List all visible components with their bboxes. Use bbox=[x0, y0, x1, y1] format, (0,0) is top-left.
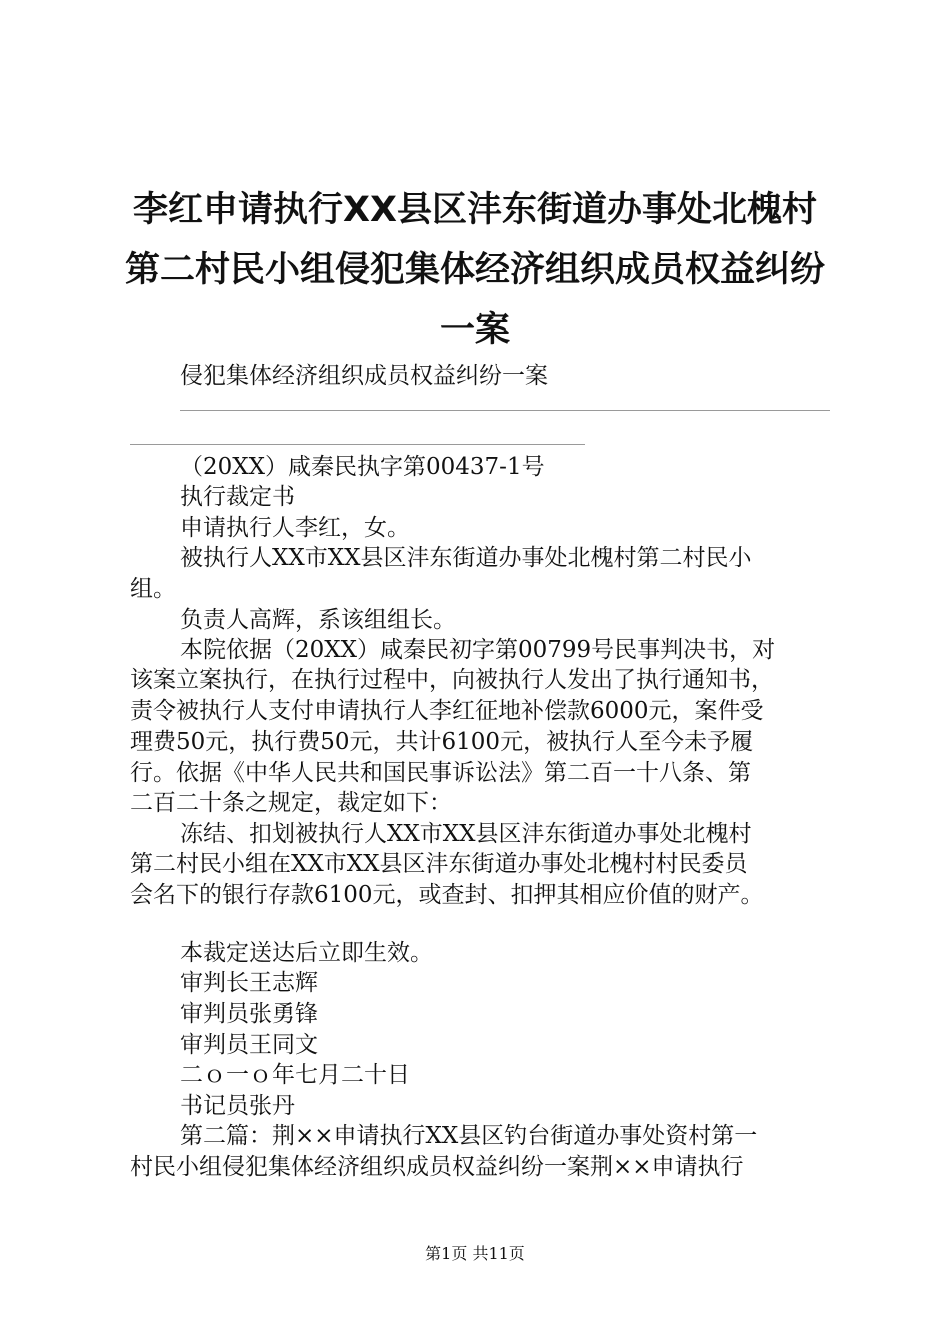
ruling-line-3: 会名下的银行存款6100元，或查封、扣押其相应价值的财产。 bbox=[130, 882, 764, 908]
ruling-date: 二ｏ一ｏ年七月二十日 bbox=[180, 1062, 410, 1088]
judge-1: 审判员张勇锋 bbox=[180, 1001, 318, 1027]
page-number: 第1页 共11页 bbox=[425, 1244, 525, 1263]
ruling-line-1: 冻结、扣划被执行人XX市XX县区沣东街道办事处北槐村 bbox=[180, 821, 752, 847]
effective-statement: 本裁定送达后立即生效。 bbox=[180, 940, 433, 966]
responsible-person: 负责人高辉，系该组组长。 bbox=[180, 607, 456, 633]
paragraph-basis-line-1: 本院依据（20XX）咸秦民初字第00799号民事判决书，对 bbox=[180, 637, 776, 663]
paragraph-basis-line-2: 该案立案执行，在执行过程中，向被执行人发出了执行通知书， bbox=[130, 667, 774, 693]
second-section-line-2: 村民小组侵犯集体经济组织成员权益纠纷一案荆××申请执行 bbox=[130, 1154, 744, 1180]
clerk: 书记员张丹 bbox=[180, 1093, 295, 1119]
document-title-line-1: 李红申请执行XX县区沣东街道办事处北槐村 bbox=[133, 190, 817, 230]
second-section-line-1: 第二篇：荆××申请执行XX县区钓台街道办事处资村第一 bbox=[180, 1123, 758, 1149]
document-type: 执行裁定书 bbox=[180, 484, 295, 510]
separator-rule-1 bbox=[180, 410, 830, 411]
document-subtitle: 侵犯集体经济组织成员权益纠纷一案 bbox=[180, 363, 548, 389]
paragraph-basis-line-3: 责令被执行人支付申请执行人李红征地补偿款6000元，案件受 bbox=[130, 698, 764, 724]
separator-rule-2 bbox=[130, 444, 585, 445]
ruling-line-2: 第二村民小组在XX市XX县区沣东街道办事处北槐村村民委员 bbox=[130, 851, 748, 877]
case-number: （20XX）咸秦民执字第00437-1号 bbox=[180, 454, 545, 480]
applicant: 申请执行人李红，女。 bbox=[180, 515, 410, 541]
paragraph-basis-line-4: 理费50元，执行费50元，共计6100元，被执行人至今未予履 bbox=[130, 729, 754, 755]
respondent-line-2: 组。 bbox=[130, 576, 176, 602]
judge-2: 审判员王同文 bbox=[180, 1032, 318, 1058]
presiding-judge: 审判长王志辉 bbox=[180, 970, 318, 996]
paragraph-basis-line-6: 二百二十条之规定，裁定如下： bbox=[130, 790, 452, 816]
paragraph-basis-line-5: 行。依据《中华人民共和国民事诉讼法》第二百一十八条、第 bbox=[130, 760, 751, 786]
document-title-line-2: 第二村民小组侵犯集体经济组织成员权益纠纷 bbox=[124, 250, 825, 290]
respondent-line-1: 被执行人XX市XX县区沣东街道办事处北槐村第二村民小 bbox=[180, 545, 752, 571]
document-title-line-3: 一案 bbox=[439, 310, 510, 350]
